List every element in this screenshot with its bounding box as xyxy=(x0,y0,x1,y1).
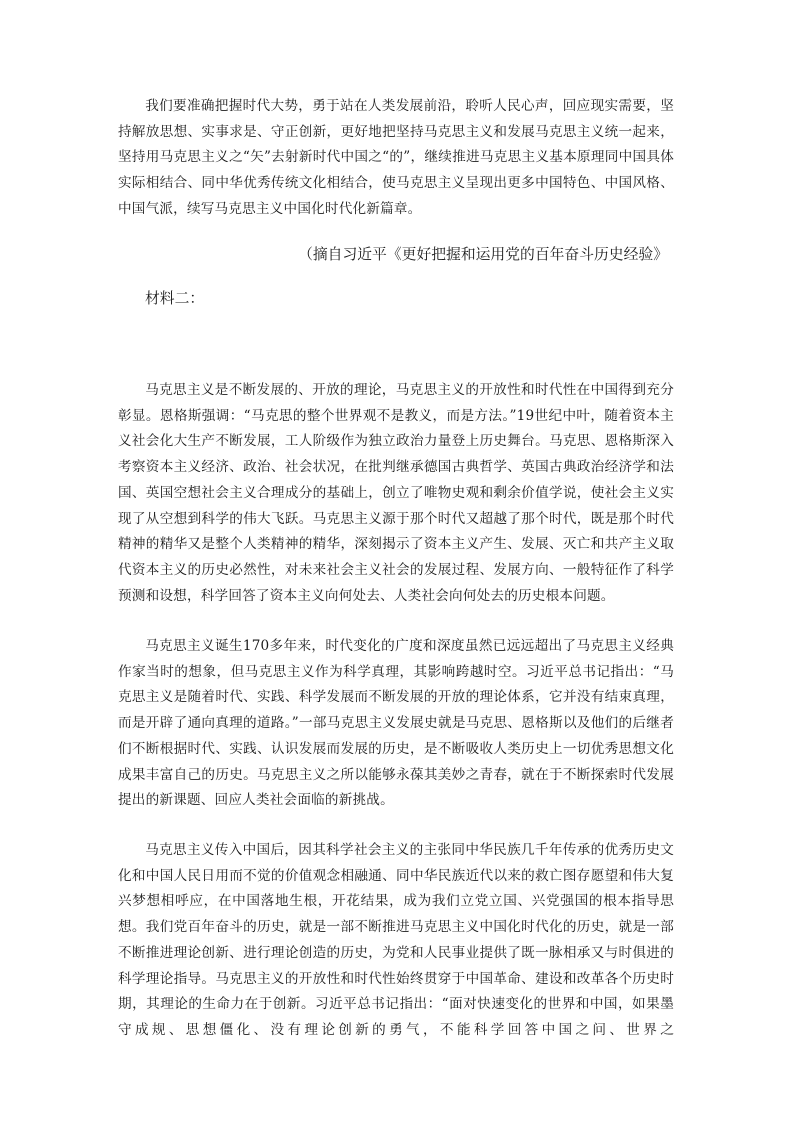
paragraph-material-2-third: 马克思主义传入中国后，因其科学社会主义的主张同中华民族几千年传承的优秀历史文化和中国人民日用而不觉的价值观念相融通、同中华民族近代以来的救亡图存愿望和伟大复兴梦想相呼应，在中国落地生根，开花结果，成为我们立党立国、兴党强国的根本指导思想。我们党百年奋斗的历史，就是一部不断推进马克思主义中国化时代化的历史，就是一部不断推进理论创新、进行理论创造的历史，为党和人民事业提供了既一脉相承又与时俱进的科学理论指导。马克思主义的开放性和时代性始终贯穿于中国革命、建设和改革各个历史时期，其理论的生命力在于创新。习近平总书记指出：“面对快速变化的世界和中国，如果墨守成规、思想僵化、没有理论创新的勇气，不能科学回答中国之问、世界之 xyxy=(118,842,674,1038)
paragraph-material-2-first: 马克思主义是不断发展的、开放的理论，马克思主义的开放性和时代性在中国得到充分彰显。恩格斯强调：“马克思的整个世界观不是教义，而是方法。”19世纪中叶，随着资本主义社会化大生产不断发展，工人阶级作为独立政治力量登上历史舞台。马克思、恩格斯深入考察资本主义经济、政治、社会状况，在批判继承德国古典哲学、英国古典政治经济学和法国、英国空想社会主义合理成分的基础上，创立了唯物史观和剩余价值学说，使社会主义实现了从空想到科学的伟大飞跃。马克思主义源于那个时代又超越了那个时代，既是那个时代精神的精华又是整个人类精神的精华，深刻揭示了资本主义产生、发展、灭亡和共产主义取代资本主义的历史必然性，对未来社会主义社会的发展过程、发展方向、一般特征作了科学预测和设想，科学回答了资本主义向何处去、人类社会向何处去的历史根本问题。 xyxy=(118,382,674,604)
section-heading: 材料二： xyxy=(145,290,205,307)
paragraph-material-2-second: 马克思主义诞生170多年来，时代变化的广度和深度虽然已远远超出了马克思主义经典作家当时的想象，但马克思主义作为科学真理，其影响跨越时空。习近平总书记指出：“马克思主义是随着时代、实践、科学发展而不断发展的开放的理论体系，它并没有结束真理，而是开辟了通向真理的道路。”一部马克思主义发展史就是马克思、恩格斯以及他们的后继者们不断根据时代、实践、认识发展而发展的历史，是不断吸收人类历史上一切优秀思想文化成果丰富自己的历史。马克思主义之所以能够永葆其美妙之青春，就在于不断探索时代发展提出的新课题、回应人类社会面临的新挑战。 xyxy=(118,638,674,809)
source-citation: （摘自习近平《更好把握和运用党的百年奋斗历史经验》 xyxy=(298,246,668,263)
paragraph-intro: 我们要准确把握时代大势，勇于站在人类发展前沿，聆听人民心声，回应现实需要，坚持解放思想、实事求是、守正创新，更好地把坚持马克思主义和发展马克思主义统一起来，坚持用马克思主义之“矢”去射新时代中国之“的”，继续推进马克思主义基本原理同中国具体实际相结合、同中华优秀传统文化相结合，使马克思主义呈现出更多中国特色、中国风格、中国气派，续写马克思主义中国化时代化新篇章。 xyxy=(118,98,674,217)
